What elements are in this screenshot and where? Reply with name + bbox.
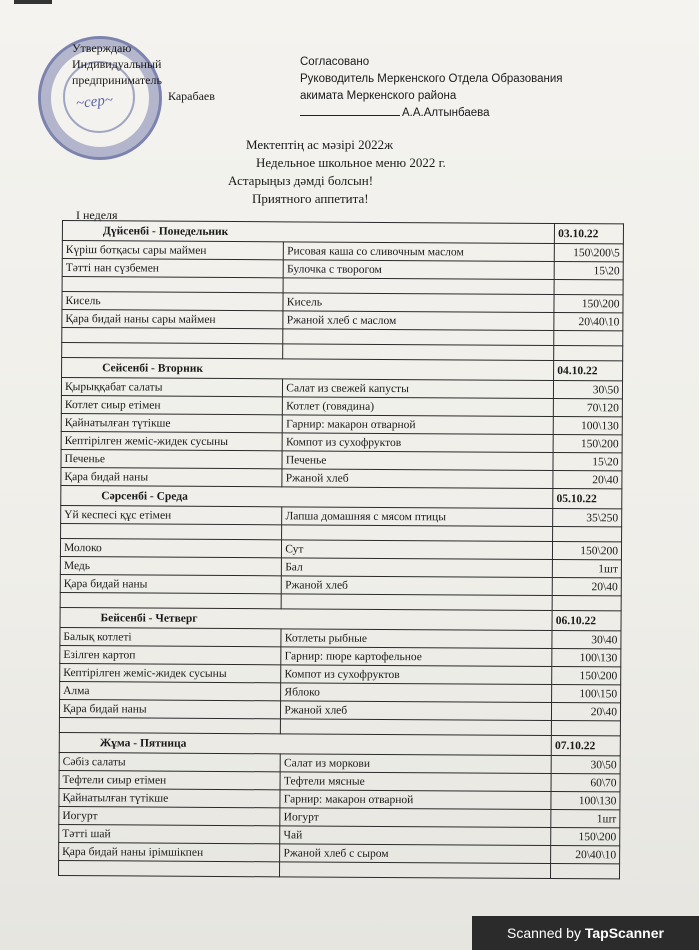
dish-name-ru: Бал [282, 558, 553, 578]
dish-name-kz: Котлет сиыр етімен [61, 395, 282, 414]
scanner-prefix: Scanned by [507, 925, 585, 941]
dish-name-ru: Чай [280, 826, 551, 846]
approval-block [72, 40, 215, 104]
portion-size: 20\40 [552, 703, 621, 721]
portion-size: 100\130 [553, 417, 622, 435]
portion-size [554, 280, 623, 295]
dish-name-ru: Лапша домашняя с мясом птицы [282, 507, 553, 527]
dish-name-ru: Котлеты рыбные [281, 629, 552, 649]
day-name: Дүйсенбі - Понедельник [62, 221, 554, 244]
portion-size: 20\40\10 [554, 313, 623, 331]
dish-name-kz: Қара бидай наны ірімшікпен [59, 842, 280, 861]
wish-ru: Приятного аппетита! [252, 191, 369, 206]
dish-name-ru: Компот из сухофруктов [282, 433, 553, 453]
portion-size: 30\50 [554, 381, 623, 399]
scan-edge-mark [14, 0, 52, 4]
dish-name-kz: Кептірілген жеміс-жидек сусыны [61, 431, 282, 450]
day-name: Бейсенбі - Четверг [60, 607, 552, 630]
day-date: 03.10.22 [555, 224, 624, 244]
dish-name-ru: Салат из моркови [280, 754, 551, 774]
dish-name-ru: Ржаной хлеб [282, 469, 553, 489]
agreement-line: Руководитель Меркенского Отдела Образования [300, 73, 563, 85]
dish-name-kz: Медь [60, 556, 281, 575]
dish-name-kz [62, 277, 283, 293]
dish-name-ru: Ржаной хлеб [281, 701, 552, 721]
day-date: 07.10.22 [551, 736, 620, 756]
portion-size: 30\40 [552, 631, 621, 649]
dish-name-ru: Ржаной хлеб [282, 576, 553, 596]
dish-name-ru: Гарнир: макарон отварной [280, 790, 551, 810]
dish-name-ru [282, 525, 553, 542]
title-kz: Мектептің ас мәзірі 2022ж [246, 137, 394, 152]
dish-name-ru [281, 594, 552, 611]
portion-size: 20\40 [553, 471, 622, 489]
approval-line: Карабаев [168, 89, 215, 103]
dish-name-kz: Алма [60, 681, 281, 700]
dish-name-kz [62, 343, 283, 359]
agreement-block [300, 54, 563, 122]
portion-size [552, 596, 621, 611]
handwritten-signature: ~cep~ [75, 92, 114, 112]
scanner-brand: TapScanner [584, 925, 664, 941]
dish-name-kz: Тәтті шай [59, 824, 280, 843]
dish-name-kz: Молоко [60, 538, 281, 557]
day-date: 05.10.22 [553, 489, 622, 509]
day-date: 06.10.22 [552, 611, 621, 631]
dish-name-ru [283, 344, 554, 361]
dish-name-ru: Кисель [283, 293, 554, 313]
dish-name-kz: Қара бидай наны [61, 467, 282, 486]
approval-line: Индивидуальный [72, 57, 162, 71]
day-name: Сәрсенбі - Среда [61, 485, 553, 508]
portion-size [553, 527, 622, 542]
week-label: I неделя [76, 208, 118, 222]
portion-size: 15\20 [554, 262, 623, 280]
agreement-line: Согласовано [300, 56, 370, 68]
portion-size: 30\50 [551, 755, 620, 773]
dish-name-kz: Тефтели сиыр етімен [59, 770, 280, 789]
portion-size: 60\70 [551, 773, 620, 791]
dish-name-ru: Котлет (говядина) [283, 397, 554, 417]
day-name: Сейсенбі - Вторник [62, 358, 554, 381]
dish-name-kz [58, 860, 279, 876]
portion-size [554, 331, 623, 346]
dish-name-ru: Сут [282, 540, 553, 560]
dish-name-kz: Қырыққабат салаты [61, 378, 282, 397]
dish-name-kz [59, 717, 280, 733]
dish-name-kz: Езілген картоп [60, 645, 281, 664]
dish-name-kz: Тәтті нан сүзбемен [62, 259, 283, 278]
agreement-signature-line [300, 105, 563, 122]
portion-size: 1шт [551, 809, 620, 827]
dish-name-ru: Салат из свежей капусты [283, 379, 554, 399]
wish-kz: Астарыңыз дәмді болсын! [228, 173, 374, 188]
day-name: Жұма - Пятница [59, 732, 551, 755]
dish-name-ru: Компот из сухофруктов [281, 665, 552, 685]
dish-name-kz: Кисель [62, 292, 283, 311]
dish-name-kz: Күріш ботқасы сары маймен [62, 241, 283, 260]
dish-name-ru: Ржаной хлеб с маслом [283, 311, 554, 331]
menu-table [58, 220, 624, 879]
dish-name-ru: Печенье [282, 451, 553, 471]
approval-line: предприниматель [72, 73, 162, 87]
portion-size: 20\40\10 [551, 845, 620, 863]
dish-name-ru: Иогурт [280, 808, 551, 828]
portion-size [552, 721, 621, 736]
portion-size: 100\130 [552, 649, 621, 667]
dish-name-ru: Гарнир: пюре картофельное [281, 647, 552, 667]
portion-size: 150\200 [553, 542, 622, 560]
portion-size [551, 863, 620, 878]
dish-name-ru: Булочка с творогом [283, 260, 554, 280]
portion-size: 150\200 [553, 435, 622, 453]
portion-size: 15\20 [553, 453, 622, 471]
dish-name-kz: Печенье [61, 449, 282, 468]
dish-name-kz: Балық котлеті [60, 627, 281, 646]
portion-size: 150\200\5 [554, 244, 623, 262]
portion-size: 150\200 [552, 667, 621, 685]
dish-name-kz: Сәбіз салаты [59, 752, 280, 771]
portion-size: 1шт [553, 560, 622, 578]
portion-size [554, 346, 623, 361]
dish-name-kz: Қара бидай наны сары маймен [62, 310, 283, 329]
portion-size: 70\120 [553, 399, 622, 417]
portion-size: 20\40 [552, 578, 621, 596]
approval-line: Утверждаю [72, 41, 132, 55]
dish-name-ru [280, 862, 551, 879]
dish-name-ru: Ржаной хлеб с сыром [280, 844, 551, 864]
title-ru: Недельное школьное меню 2022 г. [256, 155, 446, 170]
dish-name-kz: Иогурт [59, 806, 280, 825]
portion-size: 150\200 [551, 827, 620, 845]
scanner-watermark [472, 916, 699, 950]
dish-name-ru [281, 719, 552, 736]
dish-name-ru [283, 278, 554, 295]
day-date: 04.10.22 [554, 361, 623, 381]
dish-name-kz: Қара бидай наны [59, 699, 280, 718]
dish-name-ru: Тефтели мясные [280, 772, 551, 792]
dish-name-kz: Қара бидай наны [60, 574, 281, 593]
agreement-signer: А.А.Алтынбаева [402, 107, 490, 119]
dish-name-ru [283, 329, 554, 346]
portion-size: 35\250 [553, 509, 622, 527]
menu-item-row [58, 860, 619, 878]
dish-name-ru: Яблоко [281, 683, 552, 703]
dish-name-kz: Қайнатылған түтікше [59, 788, 280, 807]
portion-size: 100\130 [551, 791, 620, 809]
dish-name-kz [62, 328, 283, 344]
dish-name-ru: Рисовая каша со сливочным маслом [284, 242, 555, 262]
portion-size: 150\200 [554, 295, 623, 313]
dish-name-kz [60, 592, 281, 608]
dish-name-kz: Үй кеспесі құс етімен [61, 505, 282, 524]
dish-name-kz: Қайнатылған түтікше [61, 413, 282, 432]
portion-size: 100\150 [552, 685, 621, 703]
dish-name-ru: Гарнир: макарон отварной [283, 415, 554, 435]
agreement-line: акимата Меркенского района [300, 90, 457, 102]
dish-name-kz [61, 523, 282, 539]
dish-name-kz: Кептірілген жеміс-жидек сусыны [60, 663, 281, 682]
